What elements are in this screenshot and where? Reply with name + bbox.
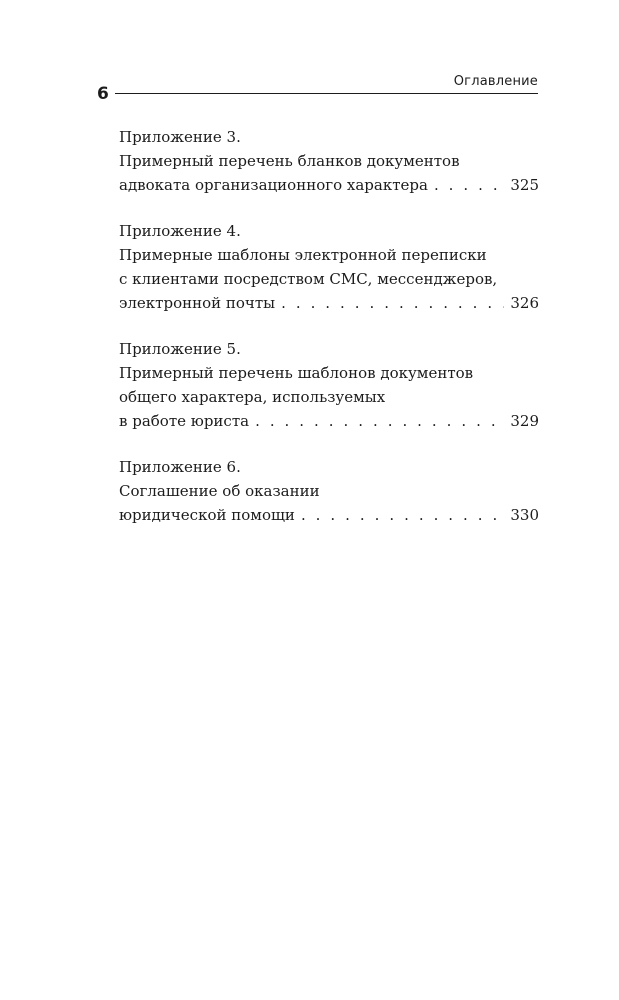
page-number: 6 — [97, 84, 109, 104]
toc-entry-appendix-3[interactable] — [119, 125, 539, 197]
toc-entry-appendix-4[interactable] — [119, 219, 539, 315]
header-rule — [115, 93, 538, 94]
toc-entry-title-line: Примерный перечень шаблонов документов — [119, 364, 474, 382]
dot-leader — [255, 409, 504, 433]
toc-entry-title-line: с клиентами посредством СМС, мессенджеров, — [119, 270, 498, 288]
toc-page-number: 325 — [510, 176, 539, 194]
running-title: Оглавление — [453, 74, 538, 89]
toc-entry-last-line — [119, 173, 539, 197]
toc-page-number: 330 — [510, 506, 539, 524]
dot-leader — [434, 173, 504, 197]
toc-entry-label: Приложение 4. — [119, 222, 241, 240]
toc-entry-title-line: Примерные шаблоны электронной переписки — [119, 246, 487, 264]
page-header — [97, 74, 538, 104]
toc-entry-title-line: общего характера, используемых — [119, 388, 386, 406]
table-of-contents — [119, 125, 539, 549]
toc-entry-last-line — [119, 409, 539, 433]
toc-entry-label: Приложение 6. — [119, 458, 241, 476]
toc-entry-label: Приложение 5. — [119, 340, 241, 358]
toc-entry-last-line — [119, 503, 539, 527]
toc-entry-appendix-5[interactable] — [119, 337, 539, 433]
toc-page-number: 326 — [510, 294, 539, 312]
dot-leader — [281, 291, 504, 315]
toc-entry-last-line — [119, 291, 539, 315]
toc-entry-title-line: в работе юриста — [119, 412, 250, 430]
toc-entry-title-line: Примерный перечень бланков документов — [119, 152, 460, 170]
toc-entry-title-line: адвоката организационного характера — [119, 176, 428, 194]
dot-leader — [301, 503, 504, 527]
toc-page-number: 329 — [510, 412, 539, 430]
toc-entry-title-line: электронной почты — [119, 294, 276, 312]
toc-entry-appendix-6[interactable] — [119, 455, 539, 527]
toc-entry-title-line: юридической помощи — [119, 506, 295, 524]
toc-entry-title-line: Соглашение об оказании — [119, 482, 320, 500]
toc-entry-label: Приложение 3. — [119, 128, 241, 146]
